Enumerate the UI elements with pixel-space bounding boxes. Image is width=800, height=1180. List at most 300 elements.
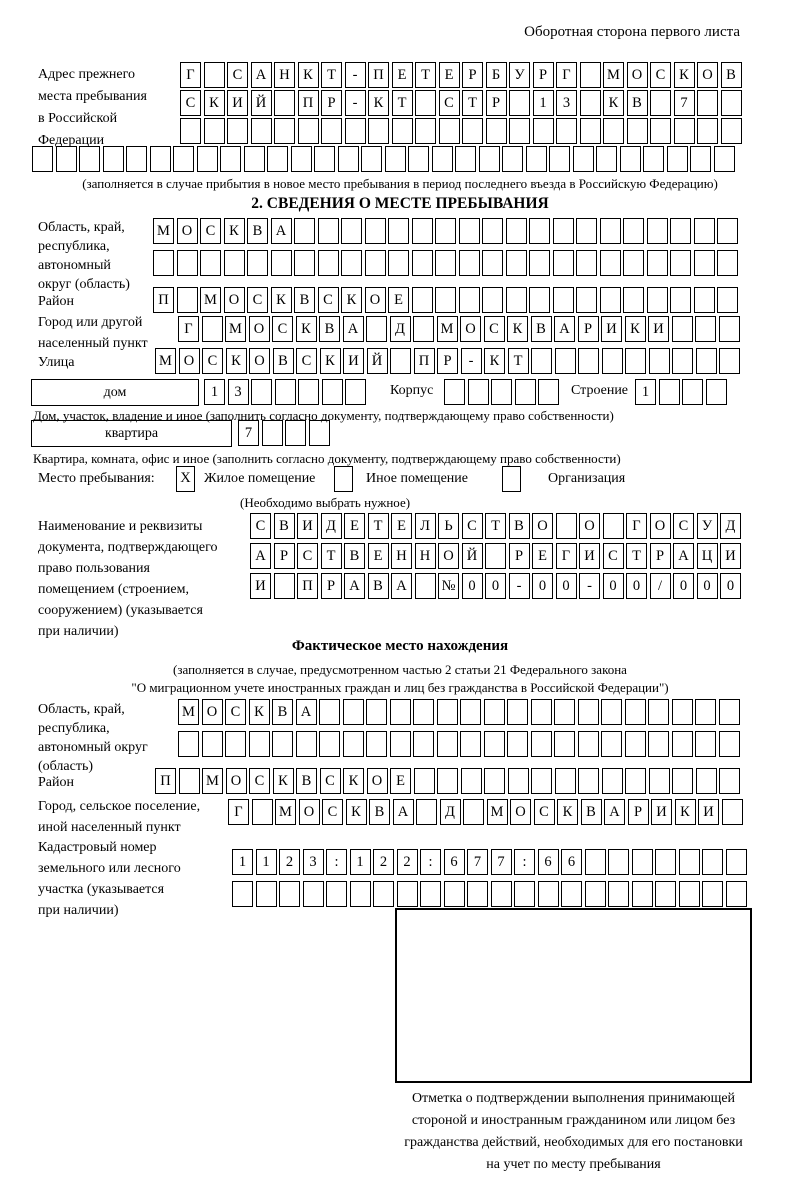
- stay-type-residential-checkbox[interactable]: X: [176, 466, 195, 492]
- char-cell[interactable]: Б: [486, 62, 507, 88]
- char-cell[interactable]: [649, 348, 670, 374]
- char-cell[interactable]: [533, 118, 554, 144]
- char-cell[interactable]: [484, 731, 505, 757]
- char-cell[interactable]: [232, 881, 253, 907]
- char-cell[interactable]: П: [155, 768, 176, 794]
- char-cell[interactable]: -: [509, 573, 530, 599]
- char-cell[interactable]: [484, 699, 505, 725]
- char-cell[interactable]: [444, 379, 465, 405]
- char-cell[interactable]: [647, 250, 668, 276]
- char-cell[interactable]: [714, 146, 735, 172]
- char-cell[interactable]: М: [153, 218, 174, 244]
- char-cell[interactable]: [531, 768, 552, 794]
- char-cell[interactable]: [227, 118, 248, 144]
- char-cell[interactable]: [366, 316, 387, 342]
- char-cell[interactable]: И: [579, 543, 600, 569]
- char-cell[interactable]: О: [299, 799, 320, 825]
- char-cell[interactable]: 1: [204, 379, 225, 405]
- char-cell[interactable]: К: [484, 348, 505, 374]
- char-cell[interactable]: С: [227, 62, 248, 88]
- char-cell[interactable]: [601, 699, 622, 725]
- char-cell[interactable]: Т: [508, 348, 529, 374]
- char-cell[interactable]: 6: [561, 849, 582, 875]
- char-cell[interactable]: Н: [415, 543, 436, 569]
- char-cell[interactable]: [672, 768, 693, 794]
- char-cell[interactable]: У: [697, 513, 718, 539]
- char-cell[interactable]: [415, 118, 436, 144]
- char-cell[interactable]: К: [298, 62, 319, 88]
- char-cell[interactable]: [225, 731, 246, 757]
- char-cell[interactable]: [482, 250, 503, 276]
- char-cell[interactable]: [694, 250, 715, 276]
- char-cell[interactable]: [202, 731, 223, 757]
- char-cell[interactable]: [682, 379, 703, 405]
- char-cell[interactable]: [506, 287, 527, 313]
- char-cell[interactable]: 0: [485, 573, 506, 599]
- char-cell[interactable]: 1: [350, 849, 371, 875]
- char-cell[interactable]: К: [625, 316, 646, 342]
- char-cell[interactable]: 1: [635, 379, 656, 405]
- char-cell[interactable]: [479, 146, 500, 172]
- char-cell[interactable]: [600, 218, 621, 244]
- char-cell[interactable]: [274, 118, 295, 144]
- char-cell[interactable]: [365, 218, 386, 244]
- char-cell[interactable]: [251, 118, 272, 144]
- char-cell[interactable]: [531, 348, 552, 374]
- char-cell[interactable]: [298, 118, 319, 144]
- char-cell[interactable]: К: [249, 699, 270, 725]
- char-cell[interactable]: А: [673, 543, 694, 569]
- char-cell[interactable]: М: [603, 62, 624, 88]
- char-cell[interactable]: М: [275, 799, 296, 825]
- char-cell[interactable]: В: [294, 287, 315, 313]
- char-cell[interactable]: [717, 250, 738, 276]
- char-cell[interactable]: С: [322, 799, 343, 825]
- char-cell[interactable]: С: [249, 768, 270, 794]
- char-cell[interactable]: [272, 731, 293, 757]
- char-cell[interactable]: 0: [720, 573, 741, 599]
- char-cell[interactable]: В: [344, 543, 365, 569]
- char-cell[interactable]: [32, 146, 53, 172]
- char-cell[interactable]: [690, 146, 711, 172]
- char-cell[interactable]: [179, 768, 200, 794]
- char-cell[interactable]: [649, 768, 670, 794]
- char-cell[interactable]: О: [202, 699, 223, 725]
- char-cell[interactable]: 2: [397, 849, 418, 875]
- char-cell[interactable]: [202, 316, 223, 342]
- char-cell[interactable]: В: [272, 699, 293, 725]
- char-cell[interactable]: [178, 731, 199, 757]
- char-cell[interactable]: [694, 218, 715, 244]
- char-cell[interactable]: [267, 146, 288, 172]
- char-cell[interactable]: [468, 379, 489, 405]
- char-cell[interactable]: С: [650, 62, 671, 88]
- char-cell[interactable]: 7: [238, 420, 259, 446]
- char-cell[interactable]: О: [438, 543, 459, 569]
- char-cell[interactable]: М: [155, 348, 176, 374]
- char-cell[interactable]: [412, 250, 433, 276]
- char-cell[interactable]: [667, 146, 688, 172]
- char-cell[interactable]: Р: [533, 62, 554, 88]
- char-cell[interactable]: Е: [368, 543, 389, 569]
- char-cell[interactable]: [697, 90, 718, 116]
- char-cell[interactable]: 0: [556, 573, 577, 599]
- char-cell[interactable]: М: [225, 316, 246, 342]
- char-cell[interactable]: К: [675, 799, 696, 825]
- char-cell[interactable]: И: [648, 316, 669, 342]
- char-cell[interactable]: [366, 731, 387, 757]
- char-cell[interactable]: [385, 146, 406, 172]
- char-cell[interactable]: [397, 881, 418, 907]
- char-cell[interactable]: [719, 348, 740, 374]
- char-cell[interactable]: А: [554, 316, 575, 342]
- char-cell[interactable]: [531, 699, 552, 725]
- char-cell[interactable]: [549, 146, 570, 172]
- char-cell[interactable]: [413, 731, 434, 757]
- char-cell[interactable]: [153, 250, 174, 276]
- char-cell[interactable]: [177, 287, 198, 313]
- char-cell[interactable]: [553, 250, 574, 276]
- char-cell[interactable]: [413, 316, 434, 342]
- char-cell[interactable]: О: [249, 316, 270, 342]
- char-cell[interactable]: О: [697, 62, 718, 88]
- char-cell[interactable]: [432, 146, 453, 172]
- char-cell[interactable]: -: [579, 573, 600, 599]
- char-cell[interactable]: [455, 146, 476, 172]
- char-cell[interactable]: И: [651, 799, 672, 825]
- char-cell[interactable]: В: [273, 348, 294, 374]
- char-cell[interactable]: Г: [626, 513, 647, 539]
- char-cell[interactable]: Т: [462, 90, 483, 116]
- char-cell[interactable]: Н: [391, 543, 412, 569]
- char-cell[interactable]: [197, 146, 218, 172]
- char-cell[interactable]: [648, 699, 669, 725]
- char-cell[interactable]: [321, 118, 342, 144]
- char-cell[interactable]: [294, 218, 315, 244]
- char-cell[interactable]: №: [438, 573, 459, 599]
- char-cell[interactable]: [338, 146, 359, 172]
- char-cell[interactable]: К: [557, 799, 578, 825]
- char-cell[interactable]: 3: [228, 379, 249, 405]
- char-cell[interactable]: [416, 799, 437, 825]
- char-cell[interactable]: К: [273, 768, 294, 794]
- char-cell[interactable]: В: [721, 62, 742, 88]
- char-cell[interactable]: 2: [373, 849, 394, 875]
- char-cell[interactable]: О: [177, 218, 198, 244]
- char-cell[interactable]: [435, 218, 456, 244]
- char-cell[interactable]: [444, 881, 465, 907]
- char-cell[interactable]: Р: [650, 543, 671, 569]
- char-cell[interactable]: [695, 316, 716, 342]
- char-cell[interactable]: Й: [462, 543, 483, 569]
- char-cell[interactable]: [509, 90, 530, 116]
- char-cell[interactable]: С: [250, 513, 271, 539]
- char-cell[interactable]: [672, 731, 693, 757]
- char-cell[interactable]: 3: [303, 849, 324, 875]
- stay-type-organization-checkbox[interactable]: [502, 466, 521, 492]
- char-cell[interactable]: Н: [274, 62, 295, 88]
- char-cell[interactable]: С: [534, 799, 555, 825]
- char-cell[interactable]: [670, 287, 691, 313]
- char-cell[interactable]: К: [341, 287, 362, 313]
- char-cell[interactable]: [463, 799, 484, 825]
- char-cell[interactable]: [484, 768, 505, 794]
- char-cell[interactable]: [365, 250, 386, 276]
- char-cell[interactable]: Й: [251, 90, 272, 116]
- char-cell[interactable]: [482, 218, 503, 244]
- char-cell[interactable]: И: [720, 543, 741, 569]
- char-cell[interactable]: [580, 118, 601, 144]
- char-cell[interactable]: [672, 316, 693, 342]
- char-cell[interactable]: [670, 250, 691, 276]
- char-cell[interactable]: Д: [390, 316, 411, 342]
- char-cell[interactable]: [538, 379, 559, 405]
- char-cell[interactable]: [502, 146, 523, 172]
- char-cell[interactable]: М: [202, 768, 223, 794]
- char-cell[interactable]: К: [320, 348, 341, 374]
- char-cell[interactable]: С: [462, 513, 483, 539]
- char-cell[interactable]: М: [487, 799, 508, 825]
- char-cell[interactable]: [341, 218, 362, 244]
- char-cell[interactable]: [603, 118, 624, 144]
- char-cell[interactable]: [573, 146, 594, 172]
- char-cell[interactable]: М: [437, 316, 458, 342]
- char-cell[interactable]: П: [298, 90, 319, 116]
- char-cell[interactable]: [303, 881, 324, 907]
- char-cell[interactable]: [204, 118, 225, 144]
- char-cell[interactable]: [343, 731, 364, 757]
- char-cell[interactable]: [309, 420, 330, 446]
- char-cell[interactable]: П: [368, 62, 389, 88]
- char-cell[interactable]: [655, 849, 676, 875]
- char-cell[interactable]: [285, 420, 306, 446]
- char-cell[interactable]: 6: [444, 849, 465, 875]
- char-cell[interactable]: [341, 250, 362, 276]
- char-cell[interactable]: [274, 573, 295, 599]
- char-cell[interactable]: [695, 699, 716, 725]
- char-cell[interactable]: :: [326, 849, 347, 875]
- char-cell[interactable]: Т: [392, 90, 413, 116]
- char-cell[interactable]: [322, 379, 343, 405]
- char-cell[interactable]: [390, 731, 411, 757]
- char-cell[interactable]: [459, 218, 480, 244]
- char-cell[interactable]: [413, 699, 434, 725]
- char-cell[interactable]: У: [509, 62, 530, 88]
- char-cell[interactable]: [627, 118, 648, 144]
- char-cell[interactable]: И: [698, 799, 719, 825]
- char-cell[interactable]: [697, 118, 718, 144]
- char-cell[interactable]: [608, 849, 629, 875]
- char-cell[interactable]: Г: [556, 62, 577, 88]
- char-cell[interactable]: 1: [533, 90, 554, 116]
- char-cell[interactable]: А: [391, 573, 412, 599]
- char-cell[interactable]: Е: [344, 513, 365, 539]
- char-cell[interactable]: [318, 250, 339, 276]
- char-cell[interactable]: О: [179, 348, 200, 374]
- char-cell[interactable]: [578, 348, 599, 374]
- char-cell[interactable]: [508, 768, 529, 794]
- char-cell[interactable]: [408, 146, 429, 172]
- char-cell[interactable]: [529, 218, 550, 244]
- char-cell[interactable]: [670, 218, 691, 244]
- char-cell[interactable]: [249, 731, 270, 757]
- char-cell[interactable]: К: [343, 768, 364, 794]
- char-cell[interactable]: Е: [392, 62, 413, 88]
- char-cell[interactable]: А: [296, 699, 317, 725]
- char-cell[interactable]: [514, 881, 535, 907]
- char-cell[interactable]: Й: [367, 348, 388, 374]
- char-cell[interactable]: О: [226, 768, 247, 794]
- char-cell[interactable]: [461, 768, 482, 794]
- char-cell[interactable]: С: [673, 513, 694, 539]
- char-cell[interactable]: В: [247, 218, 268, 244]
- char-cell[interactable]: Р: [437, 348, 458, 374]
- char-cell[interactable]: [420, 881, 441, 907]
- char-cell[interactable]: О: [224, 287, 245, 313]
- char-cell[interactable]: -: [461, 348, 482, 374]
- char-cell[interactable]: [721, 118, 742, 144]
- char-cell[interactable]: [578, 731, 599, 757]
- char-cell[interactable]: [200, 250, 221, 276]
- char-cell[interactable]: [623, 218, 644, 244]
- char-cell[interactable]: [435, 250, 456, 276]
- char-cell[interactable]: [262, 420, 283, 446]
- char-cell[interactable]: [672, 699, 693, 725]
- char-cell[interactable]: [721, 90, 742, 116]
- char-cell[interactable]: С: [225, 699, 246, 725]
- char-cell[interactable]: [555, 768, 576, 794]
- char-cell[interactable]: Т: [321, 62, 342, 88]
- char-cell[interactable]: [460, 699, 481, 725]
- char-cell[interactable]: Р: [274, 543, 295, 569]
- char-cell[interactable]: [578, 768, 599, 794]
- char-cell[interactable]: К: [296, 316, 317, 342]
- char-cell[interactable]: 7: [491, 849, 512, 875]
- char-cell[interactable]: [388, 218, 409, 244]
- char-cell[interactable]: [437, 699, 458, 725]
- char-cell[interactable]: [244, 146, 265, 172]
- char-cell[interactable]: [388, 250, 409, 276]
- char-cell[interactable]: С: [439, 90, 460, 116]
- char-cell[interactable]: [625, 348, 646, 374]
- char-cell[interactable]: [150, 146, 171, 172]
- char-cell[interactable]: [576, 250, 597, 276]
- char-cell[interactable]: О: [650, 513, 671, 539]
- char-cell[interactable]: [538, 881, 559, 907]
- char-cell[interactable]: -: [345, 62, 366, 88]
- char-cell[interactable]: К: [204, 90, 225, 116]
- char-cell[interactable]: [600, 287, 621, 313]
- char-cell[interactable]: О: [365, 287, 386, 313]
- char-cell[interactable]: [596, 146, 617, 172]
- char-cell[interactable]: 7: [467, 849, 488, 875]
- char-cell[interactable]: [459, 250, 480, 276]
- char-cell[interactable]: С: [202, 348, 223, 374]
- char-cell[interactable]: Р: [509, 543, 530, 569]
- char-cell[interactable]: Д: [440, 799, 461, 825]
- char-cell[interactable]: [554, 731, 575, 757]
- char-cell[interactable]: Ц: [697, 543, 718, 569]
- char-cell[interactable]: В: [581, 799, 602, 825]
- char-cell[interactable]: [580, 90, 601, 116]
- char-cell[interactable]: Е: [532, 543, 553, 569]
- char-cell[interactable]: В: [274, 513, 295, 539]
- char-cell[interactable]: [679, 849, 700, 875]
- char-cell[interactable]: [696, 348, 717, 374]
- char-cell[interactable]: [491, 881, 512, 907]
- char-cell[interactable]: А: [344, 573, 365, 599]
- char-cell[interactable]: П: [297, 573, 318, 599]
- char-cell[interactable]: Д: [720, 513, 741, 539]
- char-cell[interactable]: [702, 849, 723, 875]
- char-cell[interactable]: И: [250, 573, 271, 599]
- char-cell[interactable]: [350, 881, 371, 907]
- stay-type-other-checkbox[interactable]: [334, 466, 353, 492]
- char-cell[interactable]: [515, 379, 536, 405]
- char-cell[interactable]: [56, 146, 77, 172]
- char-cell[interactable]: К: [507, 316, 528, 342]
- char-cell[interactable]: [706, 379, 727, 405]
- char-cell[interactable]: [345, 118, 366, 144]
- char-cell[interactable]: С: [320, 768, 341, 794]
- char-cell[interactable]: 1: [232, 849, 253, 875]
- char-cell[interactable]: [507, 699, 528, 725]
- char-cell[interactable]: А: [393, 799, 414, 825]
- char-cell[interactable]: [437, 731, 458, 757]
- char-cell[interactable]: С: [318, 287, 339, 313]
- char-cell[interactable]: К: [346, 799, 367, 825]
- char-cell[interactable]: Г: [180, 62, 201, 88]
- char-cell[interactable]: [526, 146, 547, 172]
- char-cell[interactable]: [319, 731, 340, 757]
- char-cell[interactable]: -: [345, 90, 366, 116]
- char-cell[interactable]: А: [251, 62, 272, 88]
- char-cell[interactable]: О: [627, 62, 648, 88]
- char-cell[interactable]: [314, 146, 335, 172]
- char-cell[interactable]: [578, 699, 599, 725]
- char-cell[interactable]: [412, 287, 433, 313]
- char-cell[interactable]: Г: [228, 799, 249, 825]
- char-cell[interactable]: :: [514, 849, 535, 875]
- char-cell[interactable]: [275, 379, 296, 405]
- char-cell[interactable]: [632, 849, 653, 875]
- char-cell[interactable]: 1: [256, 849, 277, 875]
- char-cell[interactable]: [620, 146, 641, 172]
- char-cell[interactable]: А: [604, 799, 625, 825]
- char-cell[interactable]: [220, 146, 241, 172]
- char-cell[interactable]: [602, 768, 623, 794]
- char-cell[interactable]: [173, 146, 194, 172]
- char-cell[interactable]: Р: [628, 799, 649, 825]
- char-cell[interactable]: Т: [321, 543, 342, 569]
- char-cell[interactable]: П: [414, 348, 435, 374]
- char-cell[interactable]: Р: [321, 90, 342, 116]
- char-cell[interactable]: [103, 146, 124, 172]
- char-cell[interactable]: Т: [626, 543, 647, 569]
- char-cell[interactable]: [674, 118, 695, 144]
- char-cell[interactable]: [576, 218, 597, 244]
- char-cell[interactable]: Р: [486, 90, 507, 116]
- char-cell[interactable]: В: [296, 768, 317, 794]
- char-cell[interactable]: [373, 881, 394, 907]
- char-cell[interactable]: [625, 699, 646, 725]
- char-cell[interactable]: [252, 799, 273, 825]
- char-cell[interactable]: О: [579, 513, 600, 539]
- char-cell[interactable]: [298, 379, 319, 405]
- char-cell[interactable]: [561, 881, 582, 907]
- char-cell[interactable]: Е: [391, 513, 412, 539]
- char-cell[interactable]: К: [603, 90, 624, 116]
